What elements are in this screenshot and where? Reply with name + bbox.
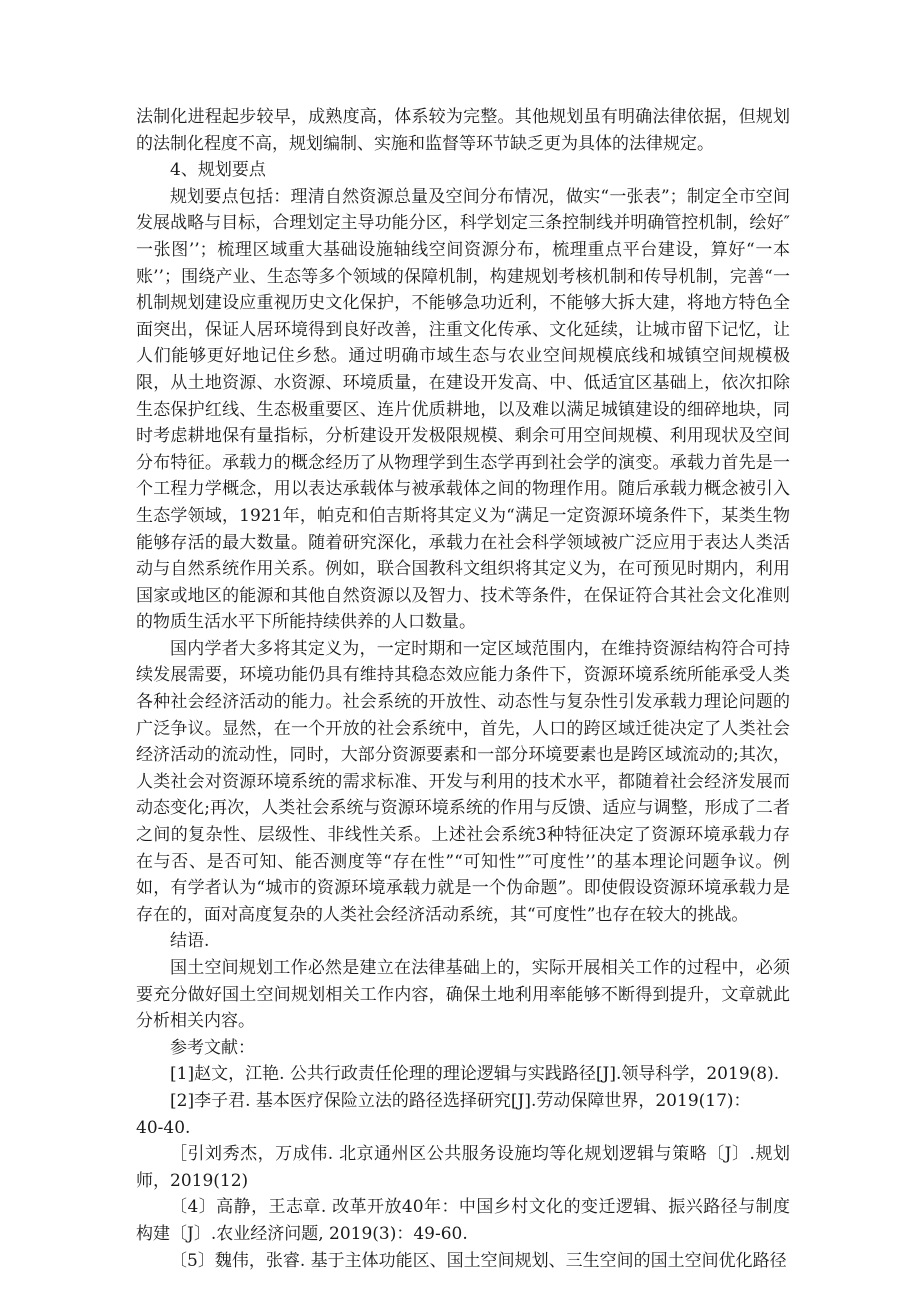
- intro-paragraph: 法制化进程起步较早，成熟度高，体系较为完整。其他规划虽有明确法律依据，但规划的法制化程度不高，规划编制、实施和监督等环节缺乏更为具体的法律规定。: [136, 107, 790, 154]
- body-paragraph-2: 国内学者大多将其定义为，一定时期和一定区域范围内，在维持资源结构符合可持续发展需要，环境功能仍具有维持其稳态效应能力条件下，资源环境系统所能承受人类各种社会经济活动的能力。社会系统的开放性、动态性与复杂性引发承载力理论问题的广泛争议。显然，在一个开放的社会系统中，首先，人口的跨区域迁徙决定了人类社会经济活动的流动性，同时，大部分资源要素和一部分环境要素也是跨区域流动的;其次，人类社会对资源环境系统的需求标准、开发与利用的技术水平，都随着社会经济发展而动态变化;再次，人类社会系统与资源环境系统的作用与反馈、适应与调整，形成了二者之间的复杂性、层级性、非线性关系。上述社会系统3种特征决定了资源环境承载力存在与否、是否可知、能否测度等“存在性”“可知性”″可度性’’的基本理论问题争议。例如，有学者认为“城市的资源环境承载力就是一个伪命题”。即使假设资源环境承载力是存在的，面对高度复杂的人类社会经济活动系统，其“可度性”也存在较大的挑战。: [136, 638, 790, 925]
- reference-item-3: ［引刘秀杰，万成伟. 北京通州区公共服务设施均等化规划逻辑与策略〔J〕.规划师，2019(12): [136, 1144, 790, 1191]
- reference-item-2-continued: 40-40.: [136, 1117, 191, 1138]
- body-paragraph-1: 规划要点包括：理清自然资源总量及空间分布情况，做实“一张表”；制定全市空间发展战略与目标，合理划定主导功能分区，科学划定三条控制线并明确管控机制，绘好″一张图’’；梳理区域重大基础设施轴线空间资源分布，梳理重点平台建设，算好“一本账’’；围绕产业、生态等多个领域的保障机制，构建规划考核机制和传导机制，完善“一机制规划建设应重视历史文化保护，不能够急功近利，不能够大拆大建，将地方特色全面突出，保证人居环境得到良好改善，注重文化传承、文化延续，让城市留下记忆，让人们能够更好地记住乡愁。通过明确市域生态与农业空间规模底线和城镇空间规模极限，从土地资源、水资源、环境质量，在建设开发高、中、低适宜区基础上，依次扣除生态保护红线、生态极重要区、连片优质耕地，以及难以满足城镇建设的细碎地块，同时考虑耕地保有量指标，分析建设开发极限规模、剩余可用空间规模、利用现状及空间分布特征。承载力的概念经历了从物理学到生态学再到社会学的演变。承载力首先是一个工程力学概念，用以表达承载体与被承载体之间的物理作用。随后承载力概念被引入生态学领域，1921年，帕克和伯吉斯将其定义为“满足一定资源环境条件下，某类生物能够存活的最大数量。随着研究深化，承载力在社会科学领域被广泛应用于表达人类活动与自然系统作用关系。例如，联合国教科文组织将其定义为，在可预见时期内，利用国家或地区的能源和其他自然资源以及智力、技术等条件，在保证符合其社会文化准则的物质生活水平下所能持续供养的人口数量。: [136, 186, 790, 633]
- conclusion-heading: 结语.: [170, 931, 210, 952]
- reference-item-1: [1]赵文，江艳. 公共行政责任伦理的理论逻辑与实践路径[J].领导科学，2019(8).: [170, 1064, 780, 1085]
- references-heading: 参考文献：: [170, 1037, 255, 1058]
- conclusion-paragraph: 国土空间规划工作必然是建立在法律基础上的，实际开展相关工作的过程中，必须要充分做好国土空间规划相关工作内容，确保土地利用率能够不断得到提升，文章就此分析相关内容。: [136, 958, 790, 1032]
- reference-item-5: 〔5〕魏伟，张睿. 基于主体功能区、国土空间规划、三生空间的国土空间优化路径: [170, 1250, 787, 1271]
- document-page: [136, 104, 790, 1274]
- reference-item-2: [2]李子君. 基本医疗保险立法的路径选择研究[J].劳动保障世界，2019(17)：: [170, 1090, 751, 1111]
- reference-item-4: 〔4〕高静，王志章. 改革开放40年：中国乡村文化的变迁逻辑、振兴路径与制度构建〔J〕.农业经济问题, 2019(3)：49-60.: [136, 1197, 790, 1244]
- section-heading: 4、规划要点: [170, 160, 266, 181]
